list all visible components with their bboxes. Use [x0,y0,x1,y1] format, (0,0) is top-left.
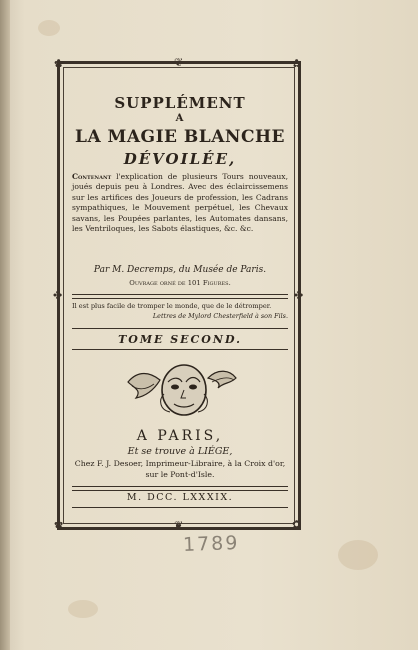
corner-ornament-icon: ✿ [292,518,302,531]
foxing-spot [38,20,60,36]
double-rule [72,294,288,299]
mask-ribbon-vignette-icon [124,360,240,420]
title-devoilee: DÉVOILÉE, [123,150,237,168]
top-ornament-icon: ❦ [174,56,184,69]
title-magie-blanche: LA MAGIE BLANCHE [74,127,286,147]
foxing-spot [68,600,98,618]
title-supplement: SUPPLÉMENT [114,94,246,112]
imprint-publisher: Chez F. J. Desoer, Imprimeur-Libraire, à la Croix d'or, sur le Pont-d'Isle. [74,459,286,479]
corner-ornament-icon: ✿ [54,518,64,531]
contents-lead: Contenant [72,172,112,181]
volume-label: TOME SECOND. [118,333,242,346]
publication-date: M. DCC. LXXXIX. [126,492,234,503]
contents-text: l'explication de plusieurs Tours nouveaux, joués depuis peu à Londres. Avec des éclaircissemens sur les artifices des Joueurs de profession, les Cadrans sympathiques, le Mouvement perpétuel, les Chevaux savans, les Poupées parlantes, les Automates dansans, les Ventriloques, les Sabots élastiques, &c. &c. [72,172,288,234]
figures-line: Ouvrage orné de 101 Figures. [129,279,231,287]
pencil-annotation: 1789 [182,532,240,556]
epigraph-source: Lettres de Mylord Chesterfield à son Fils. [152,312,288,320]
title-a: A [175,113,185,124]
corner-ornament-icon: ✿ [292,57,302,70]
bottom-ornament-icon: ❦ [174,519,184,532]
imprint-city: A PARIS, [136,428,224,444]
rule [72,328,288,329]
foxing-spot [338,540,378,570]
rule [72,349,288,350]
side-ornament-icon: ✤ [294,289,304,302]
imprint-also: Et se trouve à LIÉGE, [127,446,233,457]
rule [72,507,288,508]
contents-description [72,172,288,234]
corner-ornament-icon: ✿ [54,57,64,70]
epigraph-quote: Il est plus facile de tromper le monde, que de le détromper. [72,302,272,310]
side-ornament-icon: ✤ [53,289,63,302]
double-rule [72,486,288,491]
author-line: Par M. Decremps, du Musée de Paris. [93,265,267,275]
spine-shadow [0,0,10,650]
